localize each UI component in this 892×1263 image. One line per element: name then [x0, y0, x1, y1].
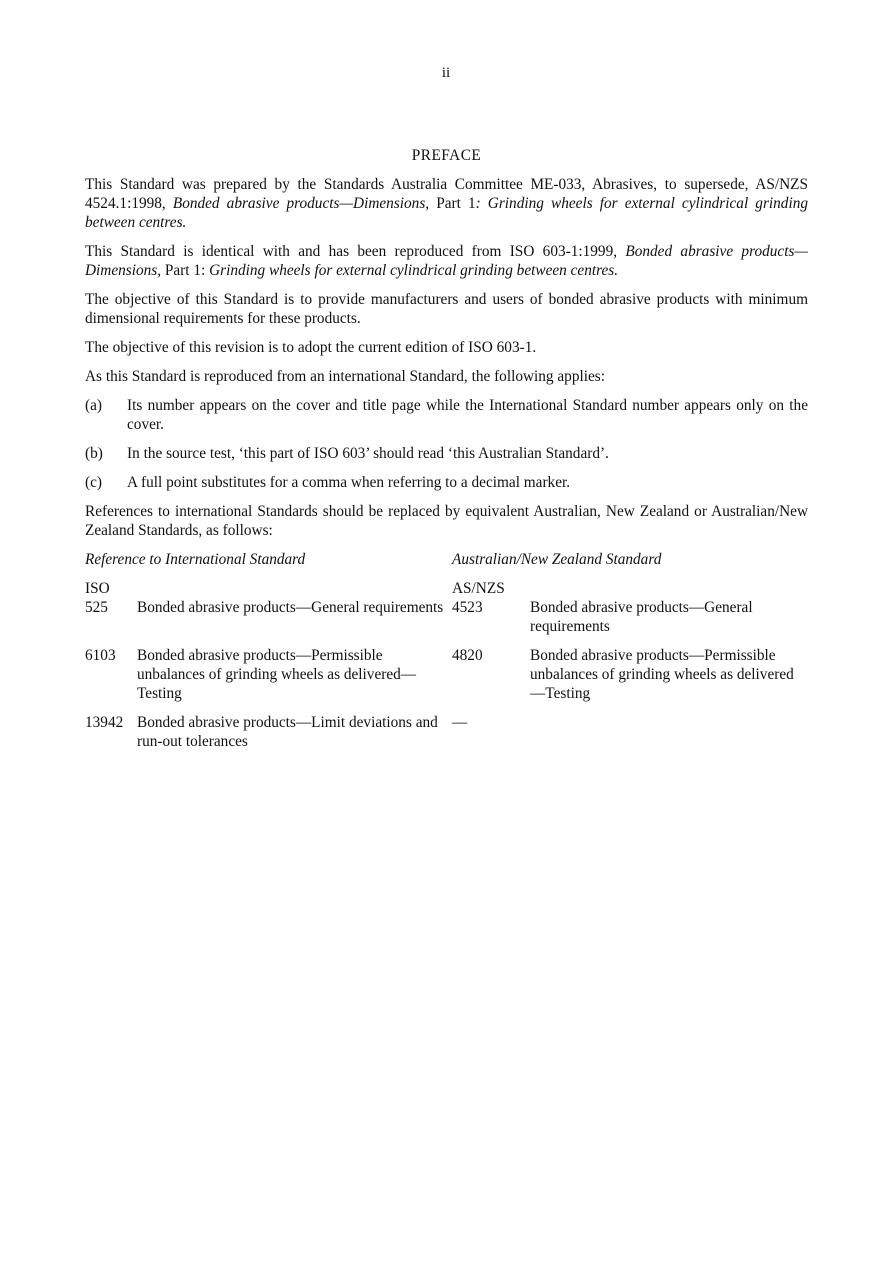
table-row — [85, 646, 808, 713]
list-item — [85, 396, 808, 434]
asnzs-number: — — [452, 714, 468, 731]
header-australian: Australian/New Zealand Standard — [452, 551, 662, 568]
paragraph-revision: The objective of this revision is to adopt the current edition of ISO 603-1. — [85, 339, 537, 356]
iso-title: Bonded abrasive products—General requirements — [137, 599, 444, 616]
para-text: This Standard was prepared by the Standards Australia Committee ME-033, Abrasives, to supersede, AS/NZS 4524.1:1998, — [85, 176, 808, 212]
asnzs-number: 4820 — [452, 647, 483, 664]
list-text: In the source test, ‘this part of ISO 603’ should read ‘this Australian Standard’. — [127, 445, 609, 462]
document-body — [85, 146, 808, 761]
table-header-row — [85, 550, 808, 579]
paragraph-supersede — [85, 175, 808, 232]
header-international: Reference to International Standard — [85, 551, 306, 568]
list-label: (b) — [85, 445, 103, 462]
list-text: Its number appears on the cover and title page while the International Standard number appears only on the cover. — [127, 397, 808, 433]
group-asnzs: AS/NZS — [452, 580, 505, 597]
list-item — [85, 473, 808, 492]
paragraph-objective: The objective of this Standard is to provide manufacturers and users of bonded abrasive products with minimum dimensional requirements for these products. — [85, 291, 808, 327]
iso-number: 525 — [85, 599, 108, 616]
para-title-italic: : Grinding wheels for external cylindrical grinding between centres. — [85, 195, 808, 231]
table-row — [85, 713, 808, 761]
page-number: ii — [441, 65, 451, 81]
asnzs-title: Bonded abrasive products—Permissible unbalances of grinding wheels as delivered—Testing — [530, 647, 794, 702]
para-text: Part 1: — [161, 262, 210, 279]
paragraph-identical — [85, 242, 808, 280]
table-group-row — [85, 579, 808, 598]
table-row — [85, 598, 808, 646]
list-item — [85, 444, 808, 463]
para-title-italic: Grinding wheels for external cylindrical grinding between centres. — [209, 262, 619, 279]
iso-title: Bonded abrasive products—Limit deviations and run-out tolerances — [137, 714, 438, 750]
asnzs-title: Bonded abrasive products—General requirements — [530, 599, 753, 635]
paragraph-references: References to international Standards should be replaced by equivalent Australian, New Zealand or Australian/New Zealand Standards, as follows: — [85, 503, 808, 539]
list-label: (a) — [85, 397, 102, 414]
para-text: This Standard is identical with and has been reproduced from ISO 603-1:1999, — [85, 243, 626, 260]
para-title-italic: Bonded abrasive products—Dimensions, — [85, 243, 808, 279]
list-label: (c) — [85, 474, 102, 491]
iso-number: 6103 — [85, 647, 116, 664]
reference-table — [85, 550, 808, 761]
group-iso: ISO — [85, 580, 110, 597]
asnzs-title — [530, 713, 808, 761]
iso-number: 13942 — [85, 714, 124, 731]
para-title-italic: Bonded abrasive products—Dimensions, — [172, 195, 430, 212]
para-text: Part 1 — [429, 195, 476, 212]
paragraph-applies: As this Standard is reproduced from an international Standard, the following applies: — [85, 368, 605, 385]
list-text: A full point substitutes for a comma when referring to a decimal marker. — [127, 474, 571, 491]
asnzs-number: 4523 — [452, 599, 483, 616]
page-title: PREFACE — [411, 147, 482, 164]
iso-title: Bonded abrasive products—Permissible unbalances of grinding wheels as delivered—Testing — [137, 647, 417, 702]
